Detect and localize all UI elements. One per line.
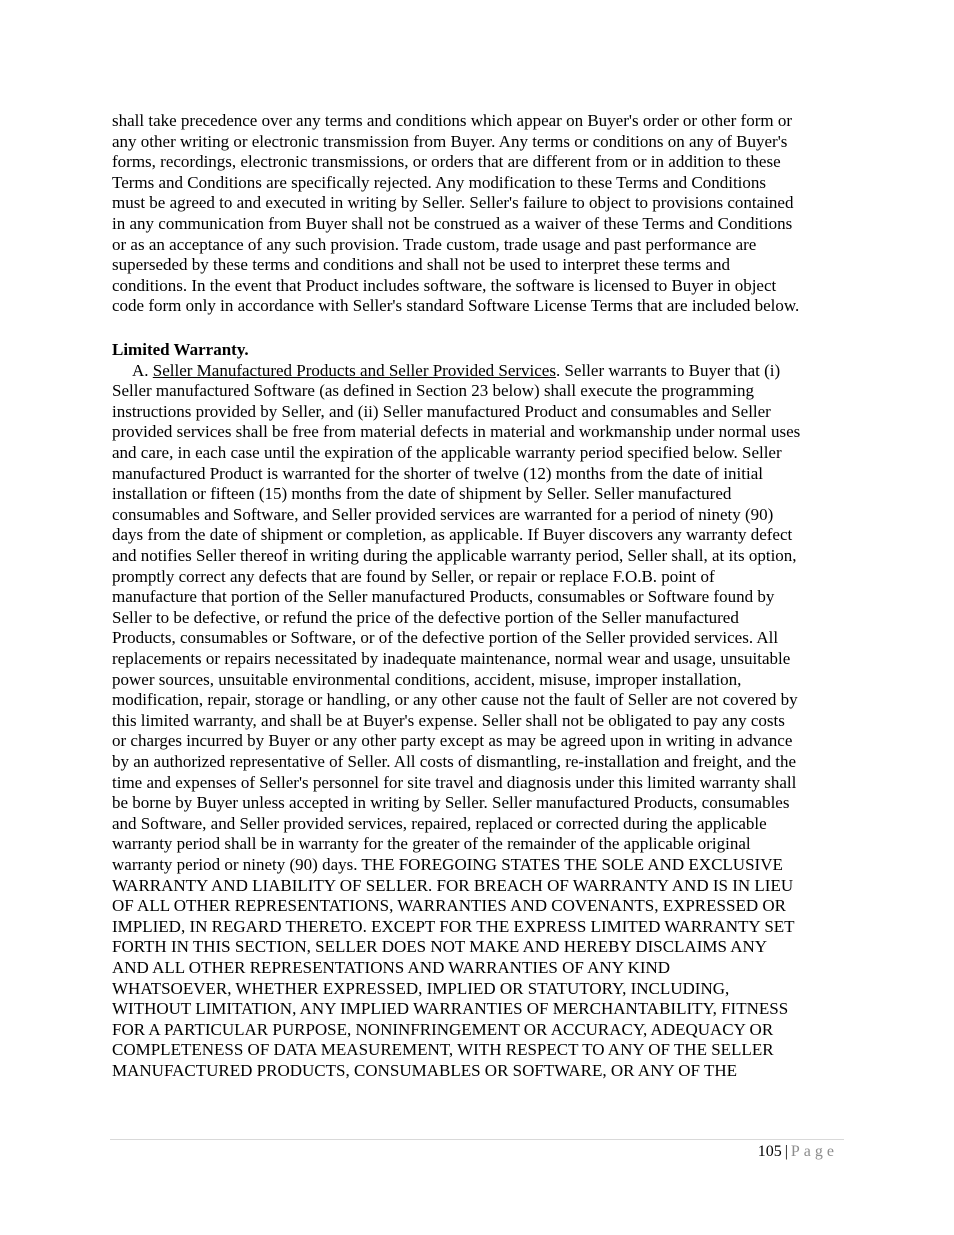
intro-line: conditions. In the event that Product includes software, the software is licensed to Buyer in object <box>112 275 777 295</box>
warranty-line: warranty period or ninety (90) days. THE FOREGOING STATES THE SOLE AND EXCLUSIVE <box>112 855 783 874</box>
warranty-line: Products, consumables or Software, or of the defective portion of the Seller provided services. All <box>112 628 779 648</box>
warranty-line: manufactured Product is warranted for the shorter of twelve (12) months from the date of initial <box>112 463 763 483</box>
warranty-line: manufacture that portion of the Seller manufactured Products, consumables or Software found by <box>112 587 775 607</box>
page-label: Page <box>790 1143 838 1160</box>
warranty-line: promptly correct any defects that are found by Seller, or repair or replace F.O.B. point of <box>112 566 715 586</box>
warranty-line: provided services shall be free from material defects in material and workmanship under normal uses <box>112 422 801 442</box>
section-heading-limited-warranty: Limited Warranty. <box>112 340 249 359</box>
warranty-line: and Software, and Seller provided services, repaired, replaced or corrected during the applicable <box>112 813 767 833</box>
page-number: 105 <box>757 1143 782 1160</box>
warranty-line: WITHOUT LIMITATION, ANY IMPLIED WARRANTIES OF MERCHANTABILITY, FITNESS <box>112 999 789 1019</box>
warranty-line: warranty period shall be in warranty for the greater of the remainder of the applicable original <box>112 834 751 854</box>
intro-line: superseded by these terms and conditions and shall not be used to interpret these terms and <box>112 255 730 275</box>
warranty-line: this limited warranty, and shall be at Buyer's expense. Seller shall not be obligated to pay any costs <box>112 710 785 730</box>
intro-line: forms, recordings, electronic transmissions, or orders that are different from or in addition to these <box>112 152 781 172</box>
subsection-a-first-line <box>112 361 872 382</box>
warranty-line: replacements or repairs necessitated by inadequate maintenance, normal wear and usage, unsuitable <box>112 649 791 668</box>
intro-line: any other writing or electronic transmission from Buyer. Any terms or conditions on any of Buyer's <box>112 131 788 151</box>
intro-line: or as an acceptance of any such provision. Trade custom, trade usage and past performance are <box>112 234 757 254</box>
intro-line: Terms and Conditions are specifically rejected. Any modification to these Terms and Conditions <box>112 172 767 192</box>
page-footer <box>758 1142 838 1162</box>
warranty-line: time and expenses of Seller's personnel for site travel and diagnosis under this limited warranty shall <box>112 772 797 792</box>
subsection-text: . Seller warrants to Buyer that (i) <box>555 360 781 380</box>
warranty-line: Seller manufactured Software (as defined in Section 23 below) shall execute the programming <box>112 381 755 401</box>
warranty-line: power sources, unsuitable environmental conditions, accident, misuse, improper installation, <box>112 669 742 689</box>
warranty-line: FORTH IN THIS SECTION, SELLER DOES NOT MAKE AND HEREBY DISCLAIMS ANY <box>112 937 768 957</box>
intro-line: shall take precedence over any terms and conditions which appear on Buyer's order or other form or <box>112 111 792 130</box>
warranty-line: OF ALL OTHER REPRESENTATIONS, WARRANTIES AND COVENANTS, EXPRESSED OR <box>112 896 786 916</box>
subsection-prefix: A. <box>132 360 153 380</box>
warranty-line: by an authorized representative of Seller. All costs of dismantling, re-installation and freight, and the <box>112 752 797 771</box>
intro-line: code form only in accordance with Seller's standard Software License Terms that are included below. <box>112 296 800 316</box>
warranty-line: and notifies Seller thereof in writing during the applicable warranty period, Seller shall, at its option, <box>112 546 797 565</box>
footer-divider <box>110 1139 844 1140</box>
intro-line: must be agreed to and executed in writing by Seller. Seller's failure to object to provisions contained <box>112 193 794 213</box>
warranty-line: instructions provided by Seller, and (ii) Seller manufactured Product and consumables and Seller <box>112 401 771 421</box>
warranty-line: or charges incurred by Buyer or any other party except as may be agreed upon in writing in advance <box>112 731 793 751</box>
warranty-line: modification, repair, storage or handling, or any other cause not the fault of Seller are not covered by <box>112 690 798 710</box>
warranty-line: installation or fifteen (15) months from the date of shipment by Seller. Seller manufactured <box>112 484 732 504</box>
warranty-line: consumables and Software, and Seller provided services are warranted for a period of ninety (90) <box>112 504 774 524</box>
warranty-line: days from the date of shipment or completion, as applicable. If Buyer discovers any warranty defect <box>112 525 793 545</box>
warranty-line: MANUFACTURED PRODUCTS, CONSUMABLES OR SOFTWARE, OR ANY OF THE <box>112 1061 737 1080</box>
warranty-line: be borne by Buyer unless accepted in writing by Seller. Seller manufactured Products, consumables <box>112 793 790 813</box>
warranty-line: Seller to be defective, or refund the price of the defective portion of the Seller manufactured <box>112 607 739 627</box>
warranty-line: IMPLIED, IN REGARD THERETO. EXCEPT FOR THE EXPRESS LIMITED WARRANTY SET <box>112 916 795 936</box>
warranty-line: AND ALL OTHER REPRESENTATIONS AND WARRANTIES OF ANY KIND <box>112 958 671 977</box>
subsection-title: Seller Manufactured Products and Seller Provided Services <box>152 360 556 380</box>
warranty-line: WARRANTY AND LIABILITY OF SELLER. FOR BREACH OF WARRANTY AND IS IN LIEU <box>112 875 794 895</box>
intro-line: in any communication from Buyer shall not be construed as a waiver of these Terms and Conditions <box>112 214 793 233</box>
warranty-line: and care, in each case until the expiration of the applicable warranty period specified below. Seller <box>112 443 782 462</box>
warranty-line: COMPLETENESS OF DATA MEASUREMENT, WITH RESPECT TO ANY OF THE SELLER <box>112 1040 774 1060</box>
warranty-line: FOR A PARTICULAR PURPOSE, NONINFRINGEMENT OR ACCURACY, ADEQUACY OR <box>112 1019 774 1039</box>
warranty-line: WHATSOEVER, WHETHER EXPRESSED, IMPLIED OR STATUTORY, INCLUDING, <box>112 978 730 998</box>
footer-separator: | <box>784 1143 788 1160</box>
